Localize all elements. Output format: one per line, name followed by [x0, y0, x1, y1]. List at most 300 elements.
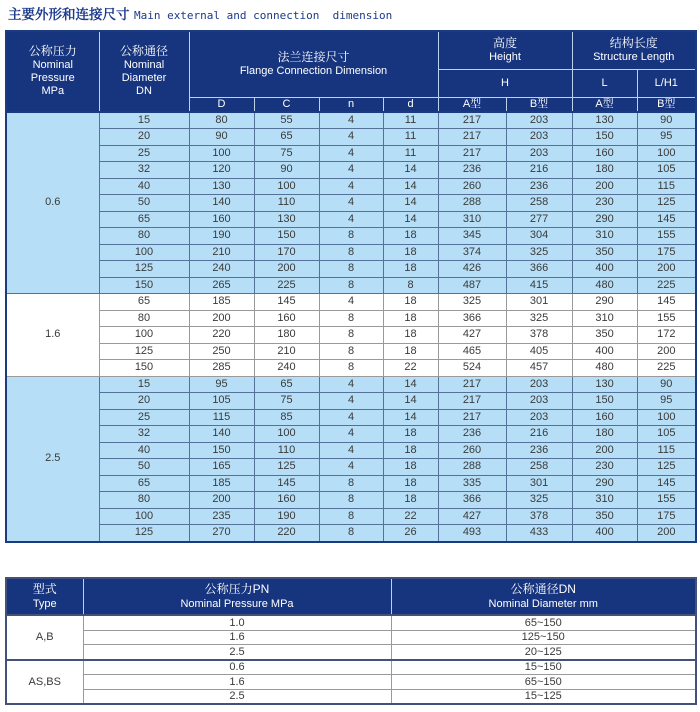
dimension-cell: 217	[438, 129, 506, 146]
dimension-cell: 175	[637, 244, 696, 261]
dimension-row	[6, 475, 696, 492]
dimension-cell: 160	[254, 492, 319, 509]
dimension-cell: 145	[637, 294, 696, 311]
header-diameter-zh: 公称通径	[119, 43, 168, 58]
dimension-cell: 203	[506, 129, 572, 146]
dimension-cell: 4	[319, 376, 383, 393]
dimension-cell: 105	[637, 426, 696, 443]
dimension-cell: 185	[189, 475, 254, 492]
column-header-C: C	[254, 97, 319, 112]
dn-range-cell: 15~150	[391, 660, 696, 675]
dimension-cell: 4	[319, 178, 383, 195]
dimension-cell: 8	[319, 492, 383, 509]
dimension-cell: 487	[438, 277, 506, 294]
dimension-cell: 80	[99, 228, 189, 245]
dimension-cell: 11	[383, 145, 438, 162]
dimension-cell: 225	[637, 277, 696, 294]
dimension-cell: 11	[383, 129, 438, 146]
dimension-cell: 217	[438, 376, 506, 393]
dimension-row	[6, 162, 696, 179]
dimension-cell: 4	[319, 162, 383, 179]
dimension-cell: 203	[506, 112, 572, 129]
dimension-cell: 240	[189, 261, 254, 278]
dimension-cell: 235	[189, 508, 254, 525]
dimension-cell: 100	[99, 327, 189, 344]
pn-value-cell: 1.0	[83, 615, 391, 630]
dimension-cell: 18	[383, 459, 438, 476]
dimension-cell: 160	[572, 409, 637, 426]
dn-range-cell: 15~125	[391, 689, 696, 704]
dimension-cell: 217	[438, 112, 506, 129]
dimension-cell: 65	[99, 211, 189, 228]
dimension-cell: 426	[438, 261, 506, 278]
main-table-body	[6, 112, 696, 542]
dimension-cell: 125	[637, 459, 696, 476]
dimension-cell: 310	[438, 211, 506, 228]
column-header-d: d	[383, 97, 438, 112]
dimension-cell: 155	[637, 228, 696, 245]
dimension-cell: 155	[637, 310, 696, 327]
dimension-cell: 8	[319, 360, 383, 377]
dimension-cell: 225	[254, 277, 319, 294]
pn-value-cell: 2.5	[83, 645, 391, 660]
dimension-cell: 150	[99, 360, 189, 377]
type-row	[6, 645, 696, 660]
dimension-cell: 100	[637, 409, 696, 426]
dimension-cell: 480	[572, 277, 637, 294]
dimension-cell: 95	[189, 376, 254, 393]
dimension-cell: 310	[572, 492, 637, 509]
dimension-cell: 150	[572, 393, 637, 410]
dimension-cell: 130	[572, 376, 637, 393]
dimension-cell: 155	[637, 492, 696, 509]
dimension-cell: 8	[319, 343, 383, 360]
header-type-en: Type	[32, 598, 57, 610]
dimension-cell: 4	[319, 129, 383, 146]
dimension-cell: 20	[99, 393, 189, 410]
dimension-cell: 4	[319, 459, 383, 476]
dimension-cell: 55	[254, 112, 319, 129]
dimension-cell: 230	[572, 195, 637, 212]
header-type-zh: 型式	[32, 582, 57, 596]
dimension-cell: 50	[99, 459, 189, 476]
dimension-cell: 236	[506, 178, 572, 195]
dimension-cell: 200	[637, 261, 696, 278]
dimension-cell: 216	[506, 426, 572, 443]
dimension-row	[6, 244, 696, 261]
type-group	[6, 615, 696, 660]
column-header-nominal-diameter	[99, 31, 189, 112]
dimension-cell: 145	[254, 294, 319, 311]
header-pressure-en2: Pressure	[30, 71, 75, 84]
dimension-cell: 18	[383, 492, 438, 509]
dimension-cell: 18	[383, 228, 438, 245]
dimension-cell: 301	[506, 475, 572, 492]
dimension-cell: 8	[319, 508, 383, 525]
dimension-cell: 524	[438, 360, 506, 377]
header-diameter-en1: Nominal	[123, 58, 165, 71]
dimension-row	[6, 376, 696, 393]
dimension-row	[6, 409, 696, 426]
dimension-cell: 366	[438, 310, 506, 327]
dimension-cell: 270	[189, 525, 254, 542]
dimension-row	[6, 426, 696, 443]
dimension-row	[6, 459, 696, 476]
dimension-row	[6, 343, 696, 360]
dimension-cell: 8	[319, 244, 383, 261]
dimension-cell: 216	[506, 162, 572, 179]
dimension-cell: 8	[319, 310, 383, 327]
type-row	[6, 675, 696, 690]
dimension-cell: 493	[438, 525, 506, 542]
dimension-cell: 288	[438, 195, 506, 212]
dimension-cell: 75	[254, 145, 319, 162]
dimension-cell: 366	[438, 492, 506, 509]
dimension-cell: 100	[189, 145, 254, 162]
dimension-cell: 335	[438, 475, 506, 492]
dimension-cell: 150	[572, 129, 637, 146]
header-pressure-zh: 公称压力	[28, 43, 77, 58]
dimension-cell: 240	[254, 360, 319, 377]
dimension-cell: 236	[438, 426, 506, 443]
dimension-cell: 26	[383, 525, 438, 542]
header-structure-en: Structure Length	[593, 50, 675, 63]
dimension-cell: 277	[506, 211, 572, 228]
dimension-cell: 22	[383, 360, 438, 377]
dimension-row	[6, 145, 696, 162]
dimension-cell: 203	[506, 376, 572, 393]
dimension-cell: 301	[506, 294, 572, 311]
dimension-cell: 90	[637, 112, 696, 129]
dimension-cell: 180	[572, 162, 637, 179]
dimension-row	[6, 195, 696, 212]
dimension-cell: 14	[383, 178, 438, 195]
dimension-cell: 8	[319, 475, 383, 492]
dimension-cell: 290	[572, 211, 637, 228]
dimension-cell: 100	[99, 244, 189, 261]
dimension-cell: 172	[637, 327, 696, 344]
dimension-cell: 145	[254, 475, 319, 492]
dimension-cell: 180	[572, 426, 637, 443]
header-diameter-en2: Diameter	[121, 71, 167, 84]
dimension-cell: 65	[254, 376, 319, 393]
header-flange-zh: 法兰连接尺寸	[277, 49, 350, 64]
dimension-cell: 120	[189, 162, 254, 179]
dimension-cell: 400	[572, 261, 637, 278]
header-pn-en: Nominal Pressure MPa	[180, 598, 294, 610]
dimension-cell: 145	[637, 475, 696, 492]
dimension-cell: 260	[438, 442, 506, 459]
dimension-cell: 18	[383, 261, 438, 278]
dimension-cell: 190	[189, 228, 254, 245]
dimension-cell: 220	[189, 327, 254, 344]
dimension-cell: 150	[189, 442, 254, 459]
header-pn-zh: 公称压力PN	[204, 582, 270, 596]
dimension-cell: 8	[319, 277, 383, 294]
dimension-cell: 90	[637, 376, 696, 393]
dimension-cell: 8	[319, 525, 383, 542]
dn-range-cell: 20~125	[391, 645, 696, 660]
dimension-cell: 325	[506, 310, 572, 327]
dn-range-cell: 125~150	[391, 630, 696, 645]
dimension-cell: 150	[254, 228, 319, 245]
dimension-cell: 4	[319, 409, 383, 426]
dimension-cell: 125	[637, 195, 696, 212]
header-dn-zh: 公称通径DN	[510, 582, 576, 596]
dimension-cell: 325	[438, 294, 506, 311]
dimension-cell: 11	[383, 112, 438, 129]
dimension-cell: 160	[254, 310, 319, 327]
dimension-row	[6, 525, 696, 542]
dimension-cell: 32	[99, 426, 189, 443]
column-header-D: D	[189, 97, 254, 112]
pn-value-cell: 0.6	[83, 660, 391, 675]
column-header-length-b-type: B型	[637, 97, 696, 112]
dimension-cell: 175	[637, 508, 696, 525]
pn-value-cell: 1.6	[83, 630, 391, 645]
dimension-cell: 200	[637, 343, 696, 360]
column-header-height-b-type: B型	[506, 97, 572, 112]
dimension-row	[6, 112, 696, 129]
dimension-cell: 345	[438, 228, 506, 245]
column-header-structure-length	[572, 31, 696, 69]
type-row	[6, 660, 696, 675]
dimension-cell: 14	[383, 162, 438, 179]
dimension-row	[6, 261, 696, 278]
dimension-cell: 400	[572, 525, 637, 542]
dimension-cell: 217	[438, 393, 506, 410]
header-pressure-unit: MPa	[41, 84, 65, 97]
dimension-cell: 125	[99, 343, 189, 360]
dimension-cell: 260	[438, 178, 506, 195]
dimension-cell: 100	[254, 426, 319, 443]
dimension-cell: 288	[438, 459, 506, 476]
dimension-cell: 40	[99, 178, 189, 195]
dimension-cell: 130	[572, 112, 637, 129]
dimension-cell: 80	[99, 310, 189, 327]
dimension-cell: 18	[383, 343, 438, 360]
pressure-group-cell: 1.6	[6, 294, 99, 377]
header-pressure-en1: Nominal	[32, 58, 73, 71]
dimension-cell: 40	[99, 442, 189, 459]
dimension-cell: 415	[506, 277, 572, 294]
dimension-cell: 4	[319, 211, 383, 228]
dimension-cell: 220	[254, 525, 319, 542]
dimension-row	[6, 442, 696, 459]
dimension-cell: 95	[637, 129, 696, 146]
dimension-cell: 200	[189, 492, 254, 509]
dimension-cell: 374	[438, 244, 506, 261]
dimension-cell: 210	[189, 244, 254, 261]
column-header-h: H	[438, 69, 572, 97]
dimension-cell: 125	[99, 261, 189, 278]
dimension-cell: 405	[506, 343, 572, 360]
dimension-row	[6, 327, 696, 344]
dimension-cell: 80	[99, 492, 189, 509]
dimension-cell: 22	[383, 508, 438, 525]
dimension-cell: 100	[637, 145, 696, 162]
dimension-cell: 18	[383, 442, 438, 459]
dimension-cell: 18	[383, 244, 438, 261]
dimension-cell: 4	[319, 145, 383, 162]
dimension-cell: 100	[99, 508, 189, 525]
dimension-cell: 427	[438, 508, 506, 525]
dimension-cell: 14	[383, 409, 438, 426]
pressure-group-cell: 2.5	[6, 376, 99, 542]
dimension-cell: 15	[99, 376, 189, 393]
dimension-cell: 285	[189, 360, 254, 377]
dimension-cell: 65	[99, 475, 189, 492]
dimension-cell: 32	[99, 162, 189, 179]
dimension-cell: 350	[572, 244, 637, 261]
dimension-cell: 310	[572, 310, 637, 327]
dimension-cell: 236	[438, 162, 506, 179]
dimension-cell: 200	[637, 525, 696, 542]
dimension-cell: 325	[506, 244, 572, 261]
dimension-cell: 65	[254, 129, 319, 146]
type-table	[5, 577, 697, 705]
dimension-cell: 85	[254, 409, 319, 426]
dimension-cell: 100	[254, 178, 319, 195]
dimension-row	[6, 508, 696, 525]
column-header-flange-connection	[189, 31, 438, 97]
dn-range-cell: 65~150	[391, 675, 696, 690]
dimension-row	[6, 393, 696, 410]
dimension-cell: 18	[383, 310, 438, 327]
dimension-row	[6, 310, 696, 327]
dimension-cell: 20	[99, 129, 189, 146]
dimension-cell: 65	[99, 294, 189, 311]
dimension-cell: 203	[506, 409, 572, 426]
dimension-cell: 8	[319, 228, 383, 245]
dimension-cell: 200	[254, 261, 319, 278]
dimension-cell: 8	[319, 327, 383, 344]
dimension-cell: 130	[254, 211, 319, 228]
dimension-cell: 18	[383, 294, 438, 311]
dimension-cell: 4	[319, 195, 383, 212]
column-header-height	[438, 31, 572, 69]
dimension-cell: 210	[254, 343, 319, 360]
dimension-row	[6, 129, 696, 146]
dimension-cell: 203	[506, 393, 572, 410]
dimension-cell: 15	[99, 112, 189, 129]
dimension-row	[6, 178, 696, 195]
dimension-cell: 25	[99, 409, 189, 426]
dimension-row	[6, 294, 696, 311]
dimension-cell: 236	[506, 442, 572, 459]
dimension-cell: 170	[254, 244, 319, 261]
dimension-cell: 258	[506, 195, 572, 212]
pressure-group-cell: 0.6	[6, 112, 99, 294]
pn-value-cell: 2.5	[83, 689, 391, 704]
dimension-cell: 95	[637, 393, 696, 410]
dimension-cell: 480	[572, 360, 637, 377]
dimension-cell: 180	[254, 327, 319, 344]
dimension-cell: 310	[572, 228, 637, 245]
dimension-cell: 130	[189, 178, 254, 195]
dimension-cell: 145	[637, 211, 696, 228]
column-header-lh1: L/H1	[637, 69, 696, 97]
column-header-pn	[83, 578, 391, 615]
dimension-cell: 80	[189, 112, 254, 129]
column-header-n: n	[319, 97, 383, 112]
header-structure-zh: 结构长度	[609, 35, 658, 50]
dimension-row	[6, 492, 696, 509]
dimension-cell: 4	[319, 393, 383, 410]
dimension-cell: 4	[319, 426, 383, 443]
dimension-cell: 290	[572, 294, 637, 311]
dimension-cell: 105	[637, 162, 696, 179]
dimension-cell: 378	[506, 327, 572, 344]
dimension-cell: 378	[506, 508, 572, 525]
dimension-cell: 350	[572, 327, 637, 344]
dimension-cell: 230	[572, 459, 637, 476]
type-group	[6, 660, 696, 705]
dimension-cell: 160	[572, 145, 637, 162]
dimension-cell: 217	[438, 409, 506, 426]
dimension-cell: 433	[506, 525, 572, 542]
dimension-cell: 265	[189, 277, 254, 294]
type-name-cell: AS,BS	[6, 660, 83, 705]
column-header-length-a-type: A型	[572, 97, 637, 112]
dimension-cell: 90	[254, 162, 319, 179]
dimension-cell: 110	[254, 195, 319, 212]
type-name-cell: A,B	[6, 615, 83, 660]
column-header-dn	[391, 578, 696, 615]
column-header-height-a-type: A型	[438, 97, 506, 112]
dimension-cell: 225	[637, 360, 696, 377]
dimension-row	[6, 360, 696, 377]
dimension-cell: 400	[572, 343, 637, 360]
dimension-row	[6, 277, 696, 294]
header-diameter-unit: DN	[136, 84, 152, 97]
dimension-cell: 200	[572, 178, 637, 195]
dimension-cell: 4	[319, 112, 383, 129]
dimension-cell: 14	[383, 393, 438, 410]
dimension-cell: 200	[189, 310, 254, 327]
dimension-cell: 14	[383, 211, 438, 228]
dimension-cell: 165	[189, 459, 254, 476]
dimension-cell: 50	[99, 195, 189, 212]
dimension-cell: 75	[254, 393, 319, 410]
dimension-cell: 290	[572, 475, 637, 492]
dimension-cell: 115	[637, 442, 696, 459]
dimension-cell: 4	[319, 442, 383, 459]
dimension-cell: 125	[254, 459, 319, 476]
header-flange-en: Flange Connection Dimension	[239, 64, 388, 77]
dimension-cell: 203	[506, 145, 572, 162]
dimension-cell: 4	[319, 294, 383, 311]
pn-value-cell: 1.6	[83, 675, 391, 690]
main-dimension-table	[5, 30, 697, 543]
type-row	[6, 630, 696, 645]
dimension-cell: 115	[189, 409, 254, 426]
dimension-cell: 457	[506, 360, 572, 377]
dimension-cell: 90	[189, 129, 254, 146]
type-row	[6, 689, 696, 704]
type-row	[6, 615, 696, 630]
dimension-cell: 150	[99, 277, 189, 294]
dimension-cell: 350	[572, 508, 637, 525]
dimension-cell: 250	[189, 343, 254, 360]
dimension-cell: 325	[506, 492, 572, 509]
dimension-cell: 190	[254, 508, 319, 525]
dimension-cell: 160	[189, 211, 254, 228]
column-header-type	[6, 578, 83, 615]
dn-range-cell: 65~150	[391, 615, 696, 630]
dimension-cell: 110	[254, 442, 319, 459]
dimension-cell: 18	[383, 426, 438, 443]
